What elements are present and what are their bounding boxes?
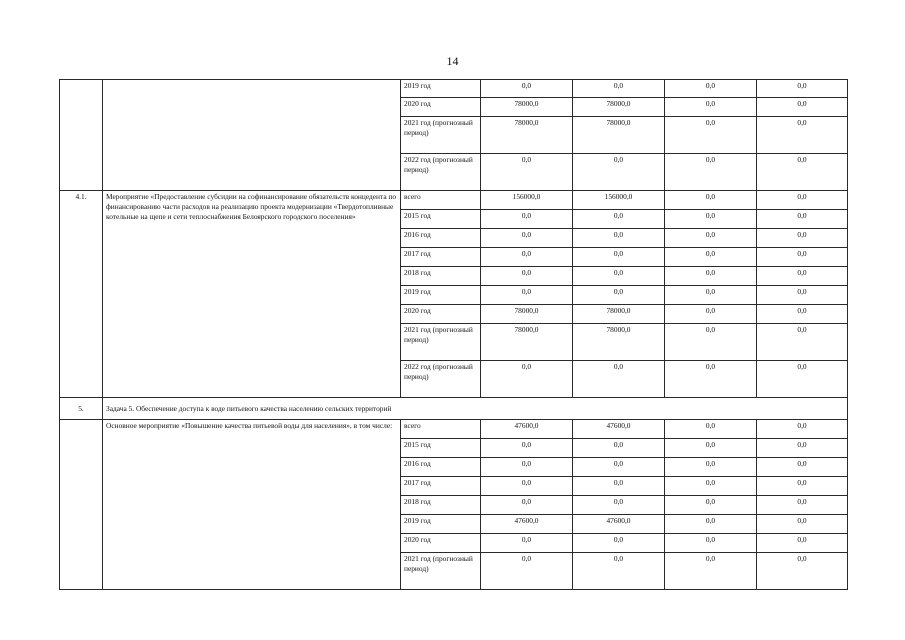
value-cell: 47600,0 <box>481 420 573 439</box>
value-cell: 0,0 <box>481 534 573 553</box>
table-row <box>60 80 848 98</box>
value-cell: 0,0 <box>757 210 848 229</box>
value-cell: 0,0 <box>665 515 757 534</box>
period-cell: 2019 год <box>401 286 481 305</box>
value-cell: 0,0 <box>665 534 757 553</box>
value-cell: 0,0 <box>757 229 848 248</box>
value-cell: 78000,0 <box>573 324 665 361</box>
value-cell: 0,0 <box>665 324 757 361</box>
value-cell: 0,0 <box>481 361 573 398</box>
value-cell: 0,0 <box>665 553 757 590</box>
value-cell: 0,0 <box>481 210 573 229</box>
value-cell: 0,0 <box>757 361 848 398</box>
period-cell: всего <box>401 191 481 210</box>
value-cell: 0,0 <box>757 420 848 439</box>
value-cell: 0,0 <box>481 477 573 496</box>
value-cell: 0,0 <box>665 154 757 191</box>
value-cell: 0,0 <box>757 305 848 324</box>
value-cell: 0,0 <box>481 439 573 458</box>
value-cell: 0,0 <box>665 229 757 248</box>
value-cell: 0,0 <box>573 248 665 267</box>
value-cell: 78000,0 <box>481 324 573 361</box>
table-row <box>60 398 848 420</box>
value-cell: 0,0 <box>665 496 757 515</box>
value-cell: 0,0 <box>757 553 848 590</box>
value-cell: 0,0 <box>573 286 665 305</box>
period-cell: 2020 год <box>401 305 481 324</box>
value-cell: 0,0 <box>665 305 757 324</box>
value-cell: 47600,0 <box>481 515 573 534</box>
value-cell: 0,0 <box>665 267 757 286</box>
value-cell: 0,0 <box>757 439 848 458</box>
value-cell: 0,0 <box>665 117 757 154</box>
value-cell: 0,0 <box>481 80 573 98</box>
value-cell: 0,0 <box>665 98 757 117</box>
page-number: 14 <box>446 54 459 68</box>
value-cell: 0,0 <box>481 267 573 286</box>
value-cell: 0,0 <box>665 80 757 98</box>
period-cell: 2019 год <box>401 80 481 98</box>
value-cell: 47600,0 <box>573 420 665 439</box>
value-cell: 0,0 <box>573 534 665 553</box>
value-cell: 0,0 <box>573 553 665 590</box>
value-cell: 0,0 <box>757 248 848 267</box>
value-cell: 0,0 <box>757 534 848 553</box>
value-cell: 0,0 <box>481 248 573 267</box>
value-cell: 0,0 <box>757 117 848 154</box>
period-cell: 2022 год (прогнозный период) <box>401 154 481 191</box>
value-cell: 47600,0 <box>573 515 665 534</box>
value-cell: 156000,0 <box>481 191 573 210</box>
value-cell: 0,0 <box>573 477 665 496</box>
period-cell: 2015 год <box>401 210 481 229</box>
value-cell: 0,0 <box>481 496 573 515</box>
period-cell: 2017 год <box>401 477 481 496</box>
item-name: Основное мероприятие «Повышение качества питьевой воды для населения», в том числе: <box>103 420 401 590</box>
period-cell: 2020 год <box>401 98 481 117</box>
value-cell: 0,0 <box>573 210 665 229</box>
task-title: Задача 5. Обеспечение доступа к воде питьевого качества населению сельских территорий <box>103 398 848 420</box>
value-cell: 78000,0 <box>481 305 573 324</box>
budget-table <box>59 79 848 590</box>
value-cell: 78000,0 <box>573 117 665 154</box>
period-cell: 2016 год <box>401 229 481 248</box>
value-cell: 0,0 <box>757 267 848 286</box>
value-cell: 0,0 <box>757 324 848 361</box>
value-cell: 0,0 <box>573 496 665 515</box>
period-cell: 2022 год (прогнозный период) <box>401 361 481 398</box>
value-cell: 0,0 <box>665 458 757 477</box>
period-cell: 2019 год <box>401 515 481 534</box>
value-cell: 78000,0 <box>573 305 665 324</box>
period-cell: 2016 год <box>401 458 481 477</box>
value-cell: 0,0 <box>481 229 573 248</box>
item-number: 4.1. <box>60 191 103 398</box>
value-cell: 78000,0 <box>573 98 665 117</box>
item-name: Мероприятие «Предоставление субсидии на софинансирование обязательств концедента по финансированию части расходов на реализацию проекта модернизации «Твердотопливные котельные на щепе и сети теплоснабжения Белоярского городского поселения» <box>103 191 401 398</box>
value-cell: 0,0 <box>757 496 848 515</box>
value-cell: 78000,0 <box>481 117 573 154</box>
value-cell: 0,0 <box>573 458 665 477</box>
value-cell: 0,0 <box>481 286 573 305</box>
value-cell: 0,0 <box>757 515 848 534</box>
item-number <box>60 420 103 590</box>
value-cell: 0,0 <box>757 80 848 98</box>
value-cell: 0,0 <box>665 477 757 496</box>
table-row <box>60 420 848 439</box>
period-cell: 2015 год <box>401 439 481 458</box>
value-cell: 0,0 <box>573 229 665 248</box>
period-cell: всего <box>401 420 481 439</box>
period-cell: 2020 год <box>401 534 481 553</box>
period-cell: 2021 год (прогнозный период) <box>401 553 481 590</box>
value-cell: 0,0 <box>573 80 665 98</box>
value-cell: 0,0 <box>481 553 573 590</box>
value-cell: 0,0 <box>573 361 665 398</box>
value-cell: 0,0 <box>573 154 665 191</box>
value-cell: 0,0 <box>481 458 573 477</box>
period-cell: 2021 год (прогнозный период) <box>401 324 481 361</box>
period-cell: 2017 год <box>401 248 481 267</box>
value-cell: 0,0 <box>665 439 757 458</box>
value-cell: 0,0 <box>665 361 757 398</box>
item-name <box>103 80 401 191</box>
value-cell: 0,0 <box>665 420 757 439</box>
value-cell: 0,0 <box>757 477 848 496</box>
value-cell: 0,0 <box>757 458 848 477</box>
period-cell: 2021 год (прогнозный период) <box>401 117 481 154</box>
value-cell: 0,0 <box>573 439 665 458</box>
value-cell: 0,0 <box>665 210 757 229</box>
table-row <box>60 191 848 210</box>
period-cell: 2018 год <box>401 496 481 515</box>
period-cell: 2018 год <box>401 267 481 286</box>
value-cell: 0,0 <box>757 98 848 117</box>
value-cell: 0,0 <box>757 191 848 210</box>
task-number: 5. <box>60 398 103 420</box>
value-cell: 78000,0 <box>481 98 573 117</box>
value-cell: 0,0 <box>665 191 757 210</box>
value-cell: 0,0 <box>665 286 757 305</box>
value-cell: 156000,0 <box>573 191 665 210</box>
value-cell: 0,0 <box>481 154 573 191</box>
value-cell: 0,0 <box>665 248 757 267</box>
value-cell: 0,0 <box>573 267 665 286</box>
item-number <box>60 80 103 191</box>
value-cell: 0,0 <box>757 286 848 305</box>
value-cell: 0,0 <box>757 154 848 191</box>
